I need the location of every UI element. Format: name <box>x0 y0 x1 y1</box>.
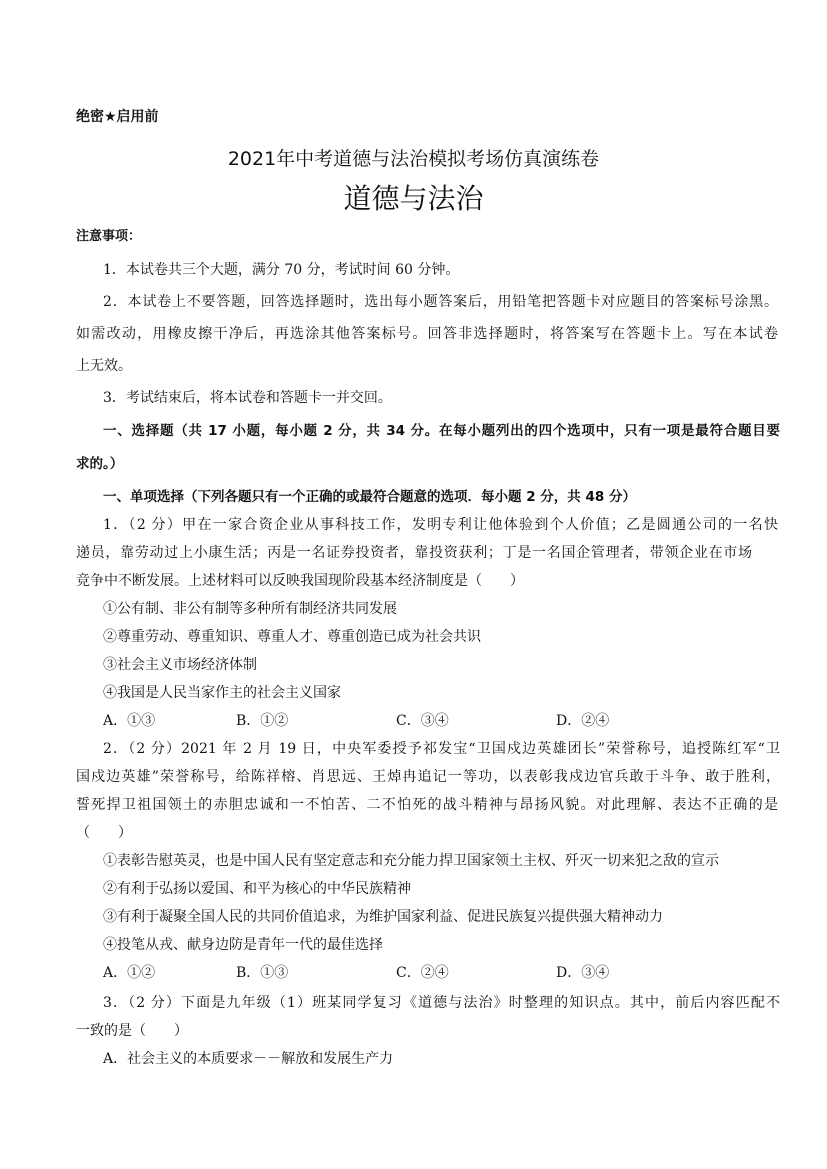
q2-item-4: ④投笔从戎、献身边防是青年一代的最佳选择 <box>103 937 383 953</box>
secret-mark: 绝密★启用前 <box>76 109 159 125</box>
section-sub-heading: 一、单项选择（下列各题只有一个正确的或最符合题意的选项．每小题 2 分，共 48 分） <box>103 489 636 505</box>
q2-item-1: ①表彰告慰英灵，也是中国人民有坚定意志和充分能力捍卫国家领土主权、歼灭一切来犯之敌的宣示 <box>103 853 719 869</box>
q1-option-d: D．②④ <box>556 713 610 729</box>
q1-option-a: A．①③ <box>103 713 156 729</box>
q1-option-c: C．③④ <box>396 713 449 729</box>
subject-title: 道德与法治 <box>343 182 484 215</box>
q2-option-a: A．①② <box>103 965 156 981</box>
q3-stem-line-1: 3．（2 分）下面是九年级（1）班某同学复习《道德与法治》时整理的知识点。其中，前后内容匹配不 <box>103 995 780 1011</box>
exam-title: 2021年中考道德与法治模拟考场仿真演练卷 <box>227 148 600 170</box>
q1-stem-line-3: 竞争中不断发展。上述材料可以反映我国现阶段基本经济制度是（ ） <box>76 573 524 589</box>
q2-item-2: ②有利于弘扬以爱国、和平为核心的中华民族精神 <box>103 881 411 897</box>
q2-stem-line-3: 誓死捍卫祖国领土的赤胆忠诚和一不怕苦、二不怕死的战斗精神与昂扬风貌。对此理解、表达不正确的是 <box>76 797 778 813</box>
notice-item-2-line-3: 上无效。 <box>76 358 132 374</box>
q2-stem-line-4: （ ） <box>76 825 132 841</box>
q2-stem-line-2: 国戍边英雄”荣誉称号，给陈祥榕、肖思远、王焯冉追记一等功，以表彰我戍边官兵敢于斗争、敢于胜利， <box>76 769 780 785</box>
q2-item-3: ③有利于凝聚全国人民的共同价值追求，为维护国家利益、促进民族复兴提供强大精神动力 <box>103 909 663 925</box>
notice-title: 注意事项： <box>76 229 142 244</box>
q1-option-b: B．①② <box>236 713 289 729</box>
q1-stem-line-2: 递员，靠劳动过上小康生活；丙是一名证券投资者，靠投资获利；丁是一名国企管理者，带领企业在市场 <box>76 545 752 561</box>
notice-item-2-line-1: 2．本试卷上不要答题，回答选择题时，选出每小题答案后，用铅笔把答题卡对应题目的答案标号涂黑。 <box>103 294 778 310</box>
q2-option-d: D．③④ <box>556 965 610 981</box>
notice-item-3: 3．考试结束后，将本试卷和答题卡一并交回。 <box>103 390 392 406</box>
q1-item-1: ①公有制、非公有制等多种所有制经济共同发展 <box>103 601 397 617</box>
q2-option-b: B．①③ <box>236 965 289 981</box>
q1-item-3: ③社会主义市场经济体制 <box>103 657 257 673</box>
q3-option-a: A．社会主义的本质要求－－解放和发展生产力 <box>103 1051 394 1067</box>
q3-stem-line-2: 一致的是（ ） <box>76 1023 188 1039</box>
section-1-heading-line-2: 求的。） <box>76 456 124 472</box>
q1-item-4: ④我国是人民当家作主的社会主义国家 <box>103 685 341 701</box>
q2-option-c: C．②④ <box>396 965 449 981</box>
section-1-heading-line-1: 一、选择题（共 17 小题，每小题 2 分，共 34 分。在每小题列出的四个选项中，只有一项是最符合题目要 <box>103 423 780 439</box>
q1-item-2: ②尊重劳动、尊重知识、尊重人才、尊重创造已成为社会共识 <box>103 629 481 645</box>
notice-item-1: 1．本试卷共三个大题，满分 70 分，考试时间 60 分钟。 <box>103 262 460 278</box>
notice-item-2-line-2: 如需改动，用橡皮擦干净后，再选涂其他答案标号。回答非选择题时，将答案写在答题卡上。写在本试卷 <box>76 326 778 342</box>
q2-stem-line-1: 2．（2 分）2021 年 2 月 19 日，中央军委授予祁发宝“卫国戍边英雄团长”荣誉称号，追授陈红军“卫 <box>103 741 780 757</box>
q1-stem-line-1: 1．（2 分）甲在一家合资企业从事科技工作，发明专利让他体验到个人价值；乙是圆通公司的一名快 <box>103 517 778 533</box>
